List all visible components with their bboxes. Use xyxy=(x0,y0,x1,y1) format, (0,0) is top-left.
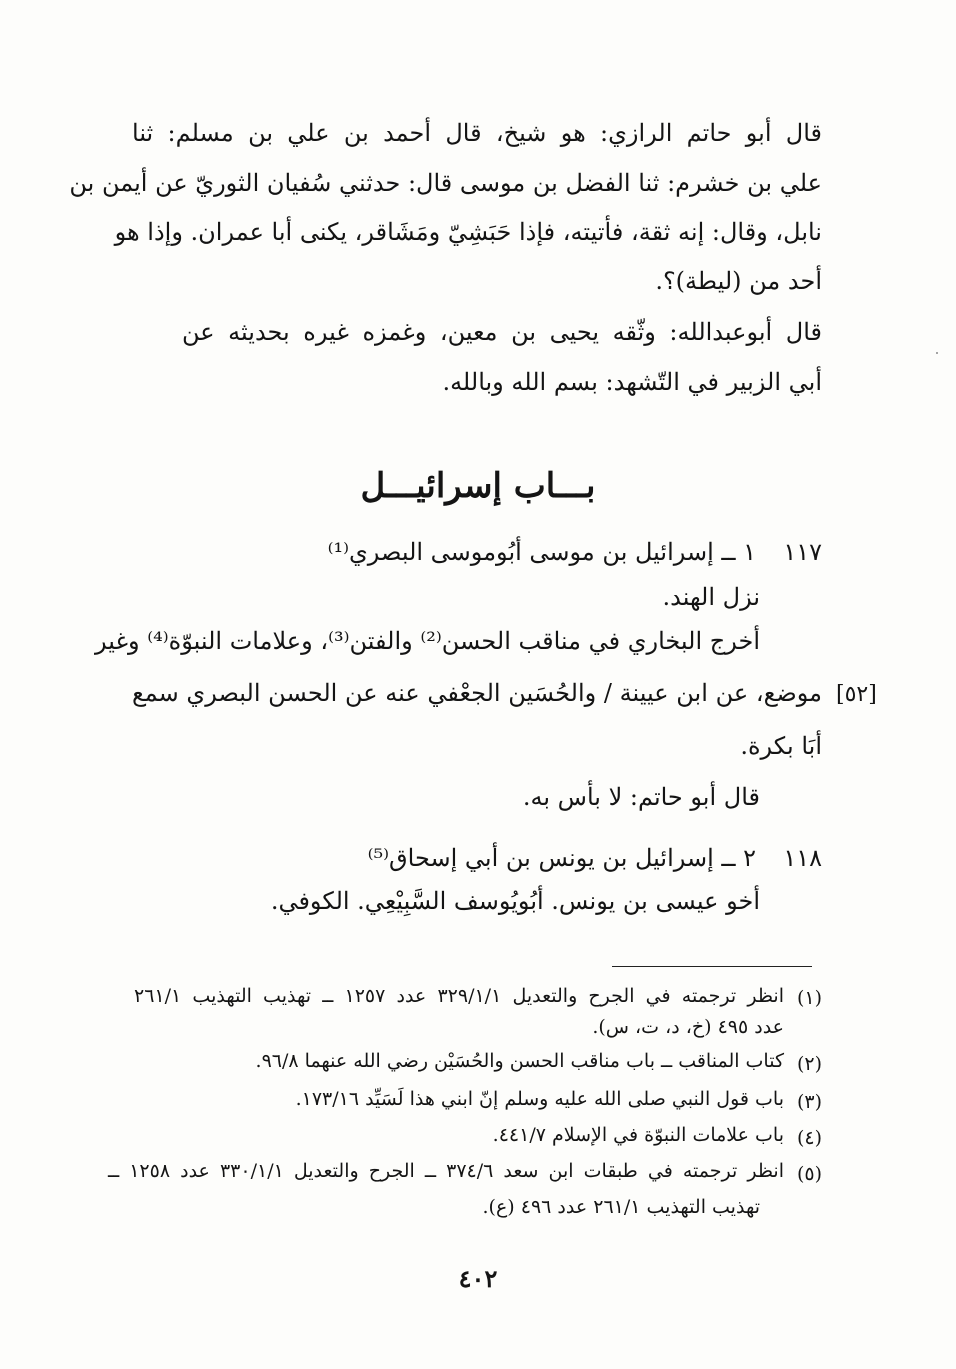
entry-118-title: ٢ ــ إسرائيل بن يونس بن أبي إسحاق⁽⁵⁾ xyxy=(367,844,756,872)
entry-117-line-4: أبَا بكرة. xyxy=(740,732,822,760)
footnote-1-line-1: انظر ترجمته في الجرح والتعديل ٣٢٩/١/١ عدد ١٢٥٧ ــ تهذيب التهذيب ٢٦١/١ xyxy=(134,985,784,1007)
footnote-3-number: (٣) xyxy=(796,1091,822,1113)
footnote-4-number: (٤) xyxy=(796,1127,822,1149)
footnote-3-line-1: باب قول النبي صلى الله عليه وسلم إنّ ابني هذا لَسَيِّد ١٧٣/١٦. xyxy=(295,1088,784,1110)
footnote-2-number: (٢) xyxy=(796,1053,822,1075)
footnote-4-line-1: باب علامات النبوّة في الإسلام ٤٤١/٧. xyxy=(492,1124,784,1146)
footnote-2-line-1: كتاب المناقب ــ باب مناقب الحسن والحُسَيْن رضي الله عنهما ٩٦/٨. xyxy=(255,1050,784,1072)
para1-line-1: قال أبو حاتم الرازي: هو شيخ، قال أحمد بن علي بن مسلم: ثنا xyxy=(132,119,822,147)
entry-117-title: ١ ــ إسرائيل بن موسى أبُوموسى البصري⁽¹⁾ xyxy=(327,538,756,566)
footnote-5-number: (٥) xyxy=(796,1163,822,1185)
section-heading: بـــاب إسرائيـــل xyxy=(360,466,596,506)
scan-speck xyxy=(936,352,938,354)
para2-line-2: أبي الزبير في التّشهد: بسم الله وبالله. xyxy=(442,368,822,396)
footnote-5-line-1: انظر ترجمته في طبقات ابن سعد ٣٧٤/٦ ــ الجرح والتعديل ٣٣٠/١/١ عدد ١٢٥٨ ــ xyxy=(108,1160,784,1182)
entry-118-number: ١١٨ xyxy=(783,844,822,872)
para1-line-2: علي بن خشرم: ثنا الفضل بن موسى قال: حدثني سُفيان الثوريّ عن أيمن بن xyxy=(69,169,822,197)
entry-117-line-2: أخرج البخاري في مناقب الحسن⁽²⁾ والفتن⁽³⁾، وعلامات النبوّة⁽⁴⁾ وغير xyxy=(94,627,760,655)
entry-117-line-3: موضع، عن ابن عيينة / والحُسَين الجعْفي عنه عن الحسن البصري سمع xyxy=(132,679,822,707)
entry-117-number: ١١٧ xyxy=(783,538,822,566)
para1-line-3: نابل، وقال: إنه ثقة، فأتيته، فإذا حَبَشِيّ ومَشَاقر، يكنى أبا عمران. وإذا هو xyxy=(114,218,822,246)
para1-line-4: أحد من (ليطة)؟. xyxy=(655,267,822,295)
margin-page-ref: [٥٢] xyxy=(836,682,877,707)
entry-117-line-5: قال أبو حاتم: لا بأس به. xyxy=(522,783,760,811)
page-number: ٤٠٢ xyxy=(458,1264,498,1293)
footnote-1-line-2: عدد ٤٩٥ (خ، د، ت، س). xyxy=(592,1016,784,1038)
footnote-5-line-2: تهذيب التهذيب ٢٦١/١ عدد ٤٩٦ (ع). xyxy=(482,1196,760,1218)
entry-118-line: أخو عيسى بن يونس. أبُويُوسف السَّبِيْعِي. الكوفي. xyxy=(270,887,760,915)
footnote-separator xyxy=(612,966,812,967)
para2-line-1: قال أبوعبدالله: وثّقه يحيى بن معين، وغمزه غيره بحديثه عن xyxy=(182,318,822,346)
entry-117-line-1: نزل الهند. xyxy=(662,583,760,611)
footnote-1-number: (١) xyxy=(796,987,822,1009)
